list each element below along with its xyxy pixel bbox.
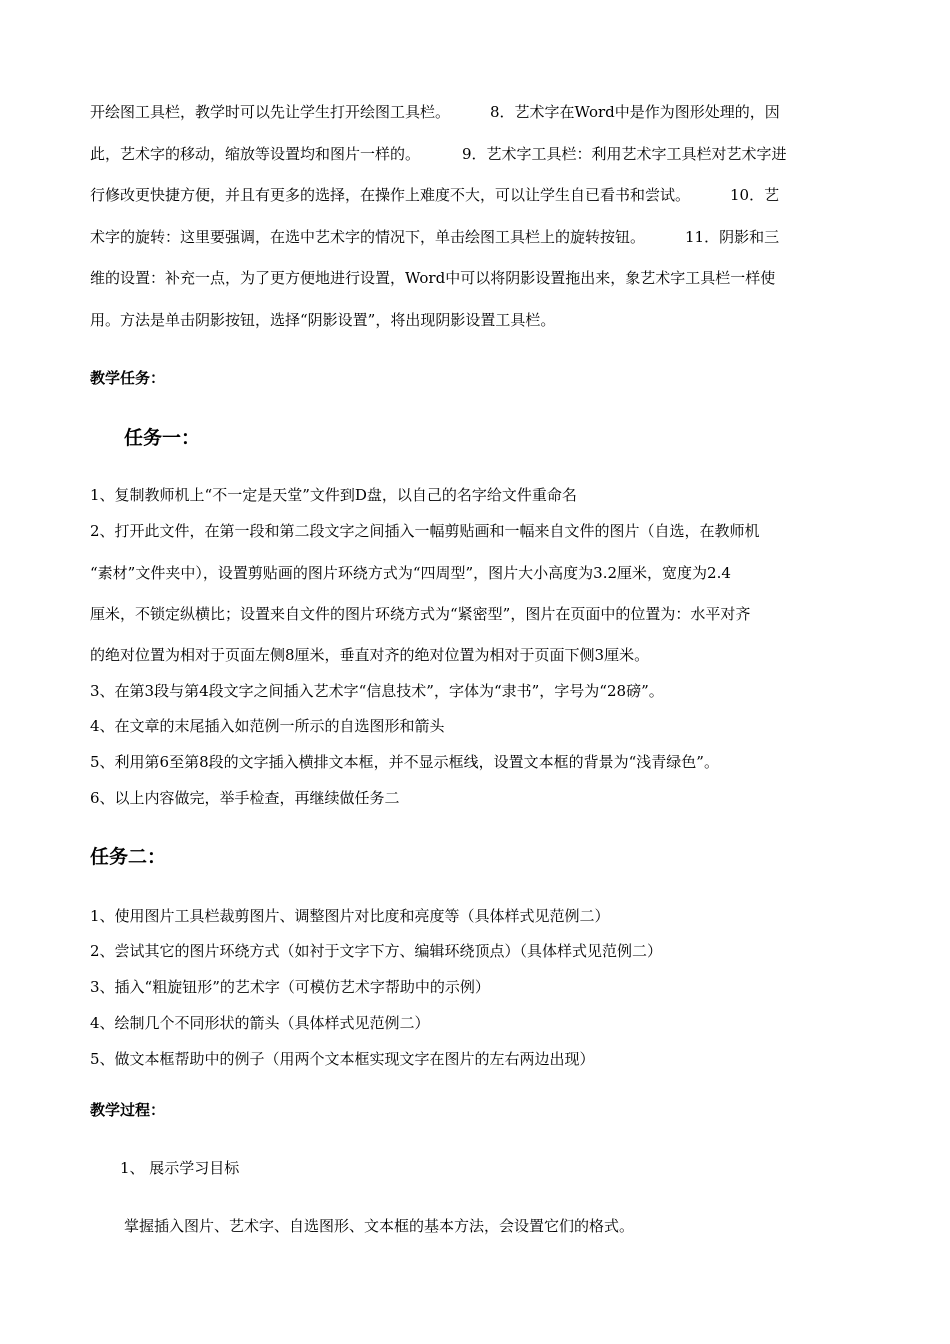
intro-line-3-part-a: 行修改更快捷方便，并且有更多的选择，在操作上难度不大，可以让学生自已看书和尝试。	[90, 186, 691, 204]
task-two-heading: 任务二：	[90, 846, 167, 868]
task-one-item-1: 1、复制教师机上“不一定是天堂”文件到D盘，以自己的名字给文件重命名	[90, 486, 577, 504]
intro-line-4-part-a: 术字的旋转：这里要强调，在选中艺术字的情况下，单击绘图工具栏上的旋转按钮。	[90, 228, 646, 246]
intro-line-5: 维的设置：补充一点，为了更方便地进行设置，Word中可以将阴影设置拖出来，象艺术字工具栏一样使	[90, 269, 776, 287]
task-one-item-4: 4、在文章的末尾插入如范例一所示的自选图形和箭头	[90, 717, 445, 735]
intro-line-2	[90, 144, 787, 164]
task-two-item-4: 4、绘制几个不同形状的箭头（具体样式见范例二）	[90, 1014, 430, 1032]
task-one-item-2-line-4: 的绝对位置为相对于页面左侧8厘米，垂直对齐的绝对位置为相对于页面下侧3厘米。	[90, 646, 650, 664]
task-one-item-5: 5、利用第6至第8段的文字插入横排文本框，并不显示框线，设置文本框的背景为“浅青绿色”。	[90, 753, 719, 771]
intro-line-3-part-b: 10．艺	[730, 186, 780, 204]
teaching-tasks-heading: 教学任务：	[90, 369, 166, 387]
task-one-item-2-line-1: 2、打开此文件，在第一段和第二段文字之间插入一幅剪贴画和一幅来自文件的图片（自选，在教师机	[90, 522, 760, 540]
intro-line-2-part-b: 9．艺术字工具栏：利用艺术字工具栏对艺术字进	[462, 145, 787, 163]
task-one-item-3: 3、在第3段与第4段文字之间插入艺术字“信息技术”，字体为“隶书”，字号为“28磅”。	[90, 682, 664, 700]
task-one-item-2-line-3: 厘米，不锁定纵横比；设置来自文件的图片环绕方式为“紧密型”，图片在页面中的位置为：水平对齐	[90, 605, 751, 623]
intro-line-1-part-a: 开绘图工具栏，教学时可以先让学生打开绘图工具栏。	[90, 103, 451, 121]
teaching-process-step-1-text: 掌握插入图片、艺术字、自选图形、文本框的基本方法，会设置它们的格式。	[124, 1217, 635, 1235]
teaching-process-heading: 教学过程：	[90, 1101, 166, 1119]
intro-line-4	[90, 227, 779, 247]
intro-line-3	[90, 185, 779, 205]
intro-line-6: 用。方法是单击阴影按钮，选择“阴影设置”，将出现阴影设置工具栏。	[90, 311, 556, 329]
task-one-item-2-line-2: “素材”文件夹中），设置剪贴画的图片环绕方式为“四周型”，图片大小高度为3.2厘米，宽度为2.4	[90, 564, 731, 582]
task-two-item-5: 5、做文本框帮助中的例子（用两个文本框实现文字在图片的左右两边出现）	[90, 1050, 595, 1068]
task-one-heading: 任务一：	[124, 427, 201, 449]
intro-line-1	[90, 102, 780, 122]
teaching-process-step-1: 1、 展示学习目标	[120, 1159, 240, 1177]
intro-line-4-part-b: 11．阴影和三	[685, 228, 780, 246]
task-two-item-3: 3、插入“粗旋钮形”的艺术字（可模仿艺术字帮助中的示例）	[90, 978, 490, 996]
intro-line-2-part-a: 此，艺术字的移动，缩放等设置均和图片一样的。	[90, 145, 421, 163]
intro-line-1-part-b: 8．艺术字在Word中是作为图形处理的，因	[490, 103, 780, 121]
task-one-item-6: 6、以上内容做完，举手检查，再继续做任务二	[90, 789, 400, 807]
task-two-item-1: 1、使用图片工具栏裁剪图片、调整图片对比度和亮度等（具体样式见范例二）	[90, 907, 610, 925]
task-two-item-2: 2、尝试其它的图片环绕方式（如衬于文字下方、编辑环绕顶点）（具体样式见范例二）	[90, 942, 663, 960]
